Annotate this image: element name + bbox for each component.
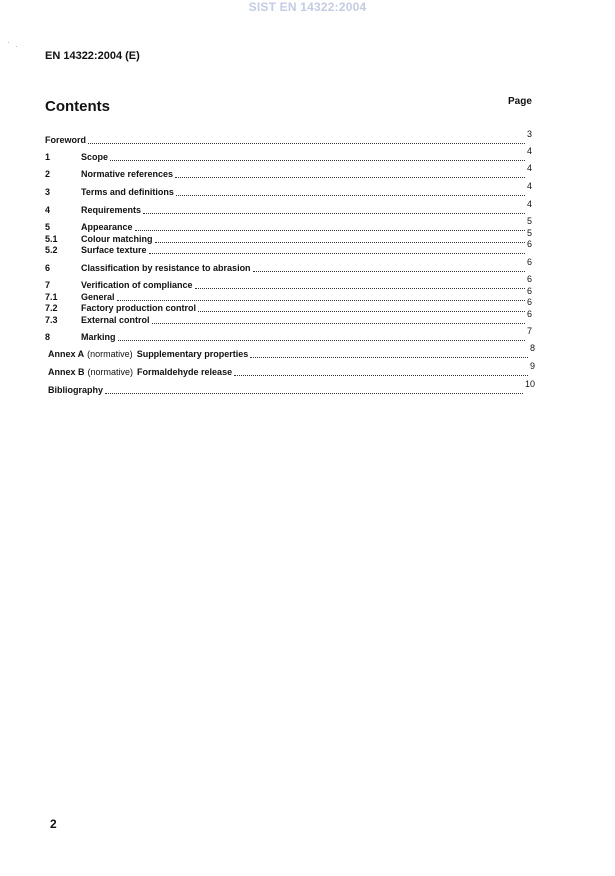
scan-speck	[8, 42, 9, 43]
toc-entry-title: Factory production control	[81, 303, 197, 313]
dot-leader	[195, 288, 525, 289]
toc-entry-page: 3	[526, 129, 532, 139]
toc-entry-number: 5	[45, 222, 51, 232]
toc-entry-title: Bibliography	[48, 385, 104, 395]
toc-entry-number: 7.2	[45, 303, 58, 313]
toc-entry-page: 4	[526, 199, 532, 209]
toc-entry-page: 4	[526, 181, 532, 191]
toc-entry-terms-and-definitions[interactable]	[45, 181, 532, 198]
dot-leader	[253, 271, 525, 272]
annex-status: (normative)	[87, 349, 133, 359]
toc-entry-title: External control	[81, 315, 150, 325]
dot-leader	[176, 195, 525, 196]
toc-entry-page: 4	[526, 146, 532, 156]
toc-entry-page: 10	[524, 379, 535, 389]
toc-entry-bibliography[interactable]	[48, 379, 535, 396]
toc-entry-annex-a[interactable]	[48, 343, 535, 360]
annex-label: Annex B	[48, 367, 85, 377]
toc-entry-page: 6	[526, 257, 532, 267]
toc-entry-page: 7	[526, 326, 532, 336]
toc-entry-number: 7.3	[45, 315, 58, 325]
dot-leader	[234, 375, 528, 376]
toc-entry-marking[interactable]	[45, 326, 532, 343]
document-id: EN 14322:2004 (E)	[45, 50, 140, 62]
dot-leader	[118, 340, 525, 341]
toc-entry-title: Normative references	[81, 169, 174, 179]
toc-entry-title: Surface texture	[81, 245, 147, 255]
dot-leader	[117, 300, 525, 301]
toc-entry-page: 6	[526, 274, 532, 284]
annex-title: Formaldehyde release	[137, 367, 233, 377]
toc-entry-number: 1	[45, 152, 51, 162]
toc-entry-title: Verification of compliance	[81, 280, 193, 290]
toc-entry-title: Appearance	[81, 222, 133, 232]
dot-leader	[110, 160, 525, 161]
toc-entry-title: Terms and definitions	[81, 187, 174, 197]
dot-leader	[155, 242, 525, 243]
toc-entry-title: Foreword	[45, 135, 87, 145]
toc-entry-normative-references[interactable]	[45, 163, 532, 180]
toc-entry-number: 5.1	[45, 234, 58, 244]
toc-entry-page: 6	[526, 297, 532, 307]
toc-entry-foreword[interactable]	[45, 129, 532, 146]
toc-entry-number: 7.1	[45, 292, 58, 302]
annex-status: (normative)	[87, 367, 134, 377]
dot-leader	[135, 230, 525, 231]
toc-entry-number: 2	[45, 169, 51, 179]
toc-entry-title: Marking	[81, 332, 116, 342]
page-column-label: Page	[508, 96, 532, 107]
toc-entry-page: 9	[529, 361, 535, 371]
toc-entry-number: 6	[45, 263, 51, 273]
toc-entry-title: Requirements	[81, 205, 142, 215]
dot-leader	[105, 393, 523, 394]
dot-leader	[198, 311, 525, 312]
scan-speck	[16, 46, 17, 47]
toc-entry-number: 3	[45, 187, 51, 197]
dot-leader	[88, 143, 525, 144]
toc-entry-classification[interactable]	[45, 257, 532, 274]
toc-entry-page: 6	[526, 286, 532, 296]
toc-entry-requirements[interactable]	[45, 199, 532, 216]
toc-entry-page: 5	[526, 228, 532, 238]
dot-leader	[152, 323, 525, 324]
toc-entry-title: Colour matching	[81, 234, 153, 244]
watermark: SIST EN 14322:2004	[248, 0, 367, 14]
toc-entry-appearance[interactable]	[45, 216, 532, 233]
toc-entry-verification-of-compliance[interactable]	[45, 274, 532, 291]
contents-title: Contents	[45, 98, 110, 115]
toc-entry-number: 5.2	[45, 245, 58, 255]
toc-entry-annex-b[interactable]	[48, 361, 535, 378]
dot-leader	[175, 177, 525, 178]
toc-entry-number: 4	[45, 205, 51, 215]
toc-entry-page: 6	[526, 309, 532, 319]
toc-entry-external-control[interactable]	[45, 309, 532, 326]
annex-label: Annex A	[48, 349, 85, 359]
dot-leader	[149, 253, 525, 254]
dot-leader	[250, 357, 528, 358]
toc-entry-number: 7	[45, 280, 51, 290]
toc-entry-page: 6	[526, 239, 532, 249]
toc-entry-page: 4	[526, 163, 532, 173]
toc-entry-number: 8	[45, 332, 51, 342]
dot-leader	[143, 213, 525, 214]
toc-entry-title: Scope	[81, 152, 109, 162]
toc-entry-title: Classification by resistance to abrasion	[81, 263, 251, 273]
annex-title: Supplementary properties	[136, 349, 249, 359]
page-number: 2	[50, 817, 57, 831]
toc-entry-title: General	[81, 292, 115, 302]
toc-entry-page: 5	[526, 216, 532, 226]
toc-entry-scope[interactable]	[45, 146, 532, 163]
toc-entry-page: 8	[529, 343, 535, 353]
